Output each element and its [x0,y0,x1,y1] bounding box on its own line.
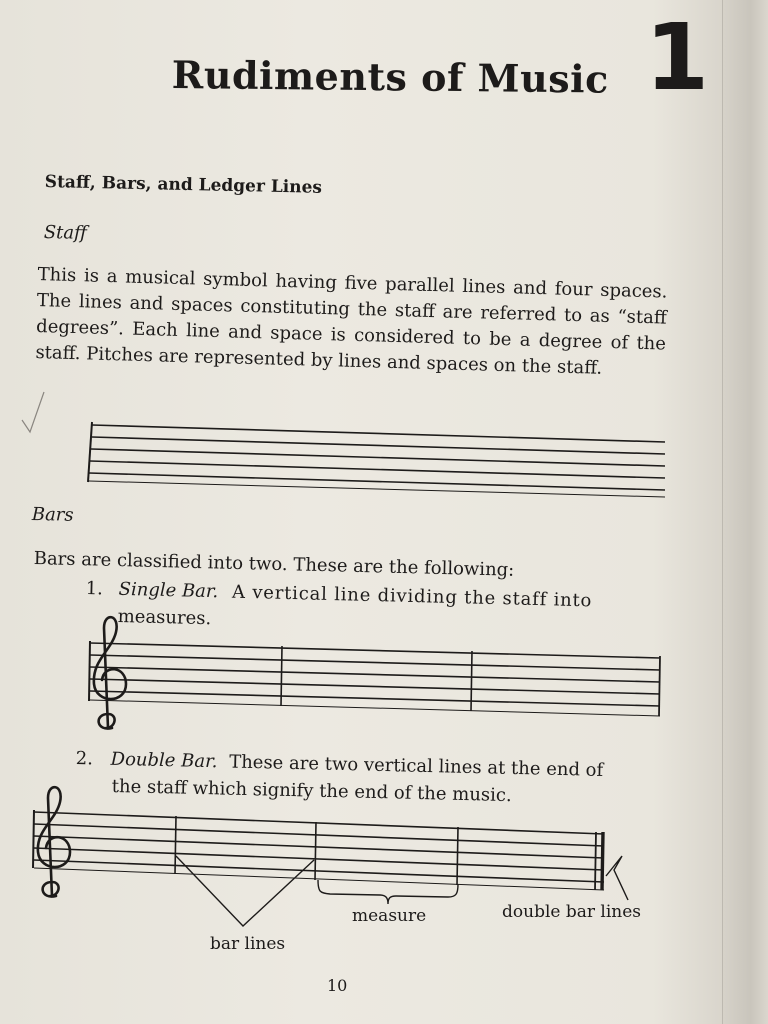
bar-lines-label: bar lines [210,934,286,954]
double-bar-lines-label: double bar lines [502,902,642,922]
section-heading: Staff, Bars, and Ledger Lines [44,172,323,198]
double-bar-number: 2. [75,748,94,770]
chapter-number: 1 [645,4,710,111]
double-bar-pointer [606,856,628,900]
measure-label: measure [352,906,427,926]
staff-paragraph: This is a musical symbol having five parallel lines and four spaces. The lines and spaces constituting the staff are referred to as “staff degrees”. Each line and space is considered to be a degree of the staff. Pitches are represented by lines and spaces on the staff. [35,263,668,379]
single-bar-text-2: measures. [117,606,212,630]
single-bar-number: 1. [85,578,104,600]
single-bar-term: Single Bar. [118,578,219,603]
chapter-title: Rudiments of Music [171,52,609,102]
page-number: 10 [327,976,348,995]
bars-heading: Bars [31,504,74,526]
double-bar-text-1: These are two vertical lines at the end of [228,751,604,781]
double-bar-text-2: the staff which signify the end of the music. [111,776,512,807]
treble-clef-icon [38,787,70,896]
bars-intro: Bars are classified into two. These are the following: [33,548,515,581]
single-bar-text-1: A vertical line dividing the staff into [231,581,593,612]
double-bar-term: Double Bar. [110,748,218,773]
staff-heading: Staff [43,222,88,244]
